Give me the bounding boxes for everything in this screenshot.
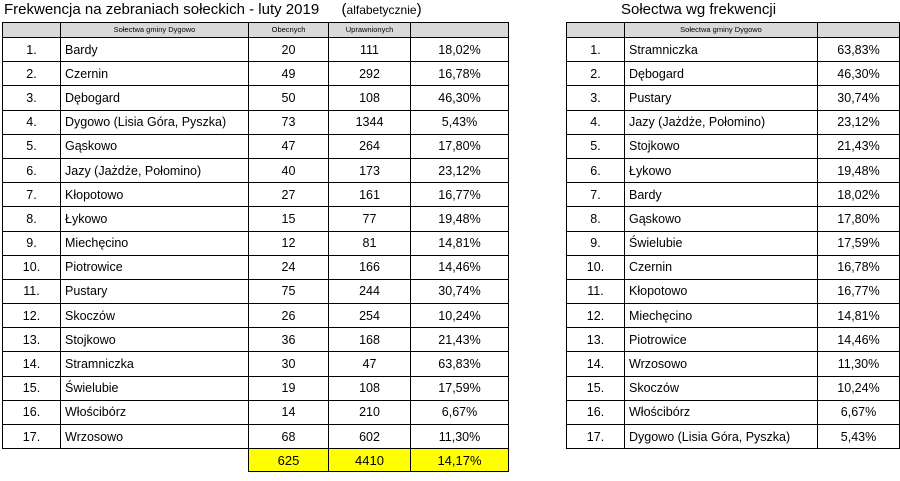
rank-number: 4. (567, 110, 625, 134)
table-row (567, 400, 900, 424)
table-row (3, 134, 509, 158)
eligible-count: 111 (329, 38, 411, 62)
village-name: Stramniczka (625, 38, 818, 62)
village-name: Pustary (625, 86, 818, 110)
turnout-pct: 17,80% (411, 134, 509, 158)
total-present: 625 (249, 449, 329, 472)
village-name: Skoczów (625, 376, 818, 400)
table-row (567, 158, 900, 182)
turnout-pct: 63,83% (411, 352, 509, 376)
present-count: 75 (249, 279, 329, 303)
header-nr (567, 23, 625, 38)
eligible-count: 81 (329, 231, 411, 255)
rank-number: 14. (567, 352, 625, 376)
table-row (3, 110, 509, 134)
turnout-pct: 10,24% (818, 376, 900, 400)
village-name: Jazy (Jażdże, Połomino) (625, 110, 818, 134)
turnout-pct: 16,77% (411, 183, 509, 207)
header-pct (411, 23, 509, 38)
turnout-pct: 11,30% (411, 425, 509, 449)
table-row (3, 86, 509, 110)
village-name: Gąskowo (61, 134, 249, 158)
present-count: 36 (249, 328, 329, 352)
row-number: 10. (3, 255, 61, 279)
village-name: Miechęcino (61, 231, 249, 255)
table-row (567, 38, 900, 62)
turnout-pct: 63,83% (818, 38, 900, 62)
table-row (3, 328, 509, 352)
table-row (567, 231, 900, 255)
village-name: Wrzosowo (61, 425, 249, 449)
table-row (3, 304, 509, 328)
left-title (4, 0, 422, 20)
rank-number: 2. (567, 62, 625, 86)
rank-number: 11. (567, 279, 625, 303)
rank-number: 3. (567, 86, 625, 110)
ranking-table (566, 22, 900, 449)
turnout-pct: 10,24% (411, 304, 509, 328)
totals-row (3, 449, 509, 472)
eligible-count: 244 (329, 279, 411, 303)
turnout-pct: 18,02% (818, 183, 900, 207)
rank-number: 6. (567, 158, 625, 182)
row-number: 14. (3, 352, 61, 376)
turnout-pct: 21,43% (411, 328, 509, 352)
present-count: 20 (249, 38, 329, 62)
present-count: 24 (249, 255, 329, 279)
turnout-pct: 6,67% (818, 400, 900, 424)
present-count: 47 (249, 134, 329, 158)
row-number: 4. (3, 110, 61, 134)
header-village: Sołectwa gminy Dygowo (625, 23, 818, 38)
turnout-pct: 23,12% (818, 110, 900, 134)
present-count: 15 (249, 207, 329, 231)
village-name: Wrzosowo (625, 352, 818, 376)
table-row (567, 255, 900, 279)
turnout-pct: 11,30% (818, 352, 900, 376)
eligible-count: 77 (329, 207, 411, 231)
ranking-table-header (567, 23, 900, 38)
total-pct: 14,17% (411, 449, 509, 472)
rank-number: 16. (567, 400, 625, 424)
turnout-pct: 6,67% (411, 400, 509, 424)
turnout-pct: 14,81% (818, 304, 900, 328)
present-count: 26 (249, 304, 329, 328)
left-subtitle: alfabetycznie (346, 3, 417, 17)
table-row (3, 376, 509, 400)
turnout-pct: 16,78% (411, 62, 509, 86)
table-row (567, 279, 900, 303)
table-row (567, 352, 900, 376)
village-name: Kłopotowo (625, 279, 818, 303)
left-subtitle-close: ) (416, 1, 422, 18)
village-name: Skoczów (61, 304, 249, 328)
table-row (3, 62, 509, 86)
rank-number: 5. (567, 134, 625, 158)
present-count: 19 (249, 376, 329, 400)
village-name: Stramniczka (61, 352, 249, 376)
village-name: Miechęcino (625, 304, 818, 328)
table-row (3, 279, 509, 303)
table-row (3, 38, 509, 62)
eligible-count: 264 (329, 134, 411, 158)
table-row (3, 425, 509, 449)
village-name: Stojkowo (61, 328, 249, 352)
village-name: Stojkowo (625, 134, 818, 158)
rank-number: 17. (567, 425, 625, 449)
row-number: 11. (3, 279, 61, 303)
present-count: 68 (249, 425, 329, 449)
turnout-pct: 19,48% (818, 158, 900, 182)
header-present: Obecnych (249, 23, 329, 38)
table-row (567, 183, 900, 207)
row-number: 3. (3, 86, 61, 110)
turnout-pct: 23,12% (411, 158, 509, 182)
table-row (3, 158, 509, 182)
village-name: Bardy (625, 183, 818, 207)
row-number: 2. (3, 62, 61, 86)
village-name: Dygowo (Lisia Góra, Pyszka) (61, 110, 249, 134)
turnout-pct: 17,80% (818, 207, 900, 231)
turnout-pct: 17,59% (411, 376, 509, 400)
turnout-pct: 16,77% (818, 279, 900, 303)
table-row (3, 183, 509, 207)
row-number: 9. (3, 231, 61, 255)
rank-number: 9. (567, 231, 625, 255)
present-count: 14 (249, 400, 329, 424)
table-row (567, 425, 900, 449)
present-count: 12 (249, 231, 329, 255)
row-number: 12. (3, 304, 61, 328)
table-row (567, 62, 900, 86)
table-row (3, 207, 509, 231)
total-eligible: 4410 (329, 449, 411, 472)
eligible-count: 210 (329, 400, 411, 424)
attendance-table-header (3, 23, 509, 38)
village-name: Czernin (61, 62, 249, 86)
village-name: Pustary (61, 279, 249, 303)
village-name: Świelubie (61, 376, 249, 400)
table-row (3, 352, 509, 376)
row-number: 8. (3, 207, 61, 231)
eligible-count: 108 (329, 376, 411, 400)
rank-number: 12. (567, 304, 625, 328)
row-number: 15. (3, 376, 61, 400)
turnout-pct: 30,74% (818, 86, 900, 110)
village-name: Świelubie (625, 231, 818, 255)
turnout-pct: 46,30% (411, 86, 509, 110)
left-title-text: Frekwencja na zebraniach sołeckich - luty 2019 (4, 1, 320, 18)
rank-number: 7. (567, 183, 625, 207)
row-number: 13. (3, 328, 61, 352)
village-name: Piotrowice (61, 255, 249, 279)
table-row (567, 110, 900, 134)
table-row (3, 400, 509, 424)
turnout-pct: 17,59% (818, 231, 900, 255)
row-number: 16. (3, 400, 61, 424)
eligible-count: 602 (329, 425, 411, 449)
village-name: Jazy (Jażdże, Połomino) (61, 158, 249, 182)
village-name: Łykowo (625, 158, 818, 182)
village-name: Włościbórz (61, 400, 249, 424)
village-name: Piotrowice (625, 328, 818, 352)
village-name: Dębogard (625, 62, 818, 86)
right-title: Sołectwa wg frekwencji (621, 1, 777, 18)
village-name: Czernin (625, 255, 818, 279)
rank-number: 8. (567, 207, 625, 231)
present-count: 49 (249, 62, 329, 86)
row-number: 17. (3, 425, 61, 449)
village-name: Włościbórz (625, 400, 818, 424)
rank-number: 1. (567, 38, 625, 62)
turnout-pct: 46,30% (818, 62, 900, 86)
turnout-pct: 18,02% (411, 38, 509, 62)
rank-number: 13. (567, 328, 625, 352)
eligible-count: 173 (329, 158, 411, 182)
turnout-pct: 14,81% (411, 231, 509, 255)
turnout-pct: 5,43% (818, 425, 900, 449)
table-row (567, 86, 900, 110)
turnout-pct: 19,48% (411, 207, 509, 231)
row-number: 6. (3, 158, 61, 182)
eligible-count: 292 (329, 62, 411, 86)
eligible-count: 1344 (329, 110, 411, 134)
attendance-table (2, 22, 509, 472)
row-number: 5. (3, 134, 61, 158)
present-count: 30 (249, 352, 329, 376)
eligible-count: 254 (329, 304, 411, 328)
totals-spacer (61, 449, 249, 472)
eligible-count: 168 (329, 328, 411, 352)
village-name: Dębogard (61, 86, 249, 110)
present-count: 73 (249, 110, 329, 134)
table-row (3, 255, 509, 279)
table-row (567, 376, 900, 400)
table-row (567, 304, 900, 328)
village-name: Bardy (61, 38, 249, 62)
present-count: 40 (249, 158, 329, 182)
left-subtitle-open: ( (341, 1, 347, 18)
eligible-count: 161 (329, 183, 411, 207)
turnout-pct: 21,43% (818, 134, 900, 158)
table-row (3, 231, 509, 255)
rank-number: 15. (567, 376, 625, 400)
village-name: Gąskowo (625, 207, 818, 231)
turnout-pct: 5,43% (411, 110, 509, 134)
header-eligible: Uprawnionych (329, 23, 411, 38)
table-row (567, 207, 900, 231)
village-name: Łykowo (61, 207, 249, 231)
village-name: Kłopotowo (61, 183, 249, 207)
village-name: Dygowo (Lisia Góra, Pyszka) (625, 425, 818, 449)
turnout-pct: 30,74% (411, 279, 509, 303)
eligible-count: 166 (329, 255, 411, 279)
row-number: 7. (3, 183, 61, 207)
header-village: Sołectwa gminy Dygowo (61, 23, 249, 38)
eligible-count: 47 (329, 352, 411, 376)
turnout-pct: 16,78% (818, 255, 900, 279)
turnout-pct: 14,46% (411, 255, 509, 279)
present-count: 27 (249, 183, 329, 207)
rank-number: 10. (567, 255, 625, 279)
table-row (567, 328, 900, 352)
totals-spacer (3, 449, 61, 472)
eligible-count: 108 (329, 86, 411, 110)
table-row (567, 134, 900, 158)
header-nr (3, 23, 61, 38)
present-count: 50 (249, 86, 329, 110)
row-number: 1. (3, 38, 61, 62)
turnout-pct: 14,46% (818, 328, 900, 352)
header-pct (818, 23, 900, 38)
